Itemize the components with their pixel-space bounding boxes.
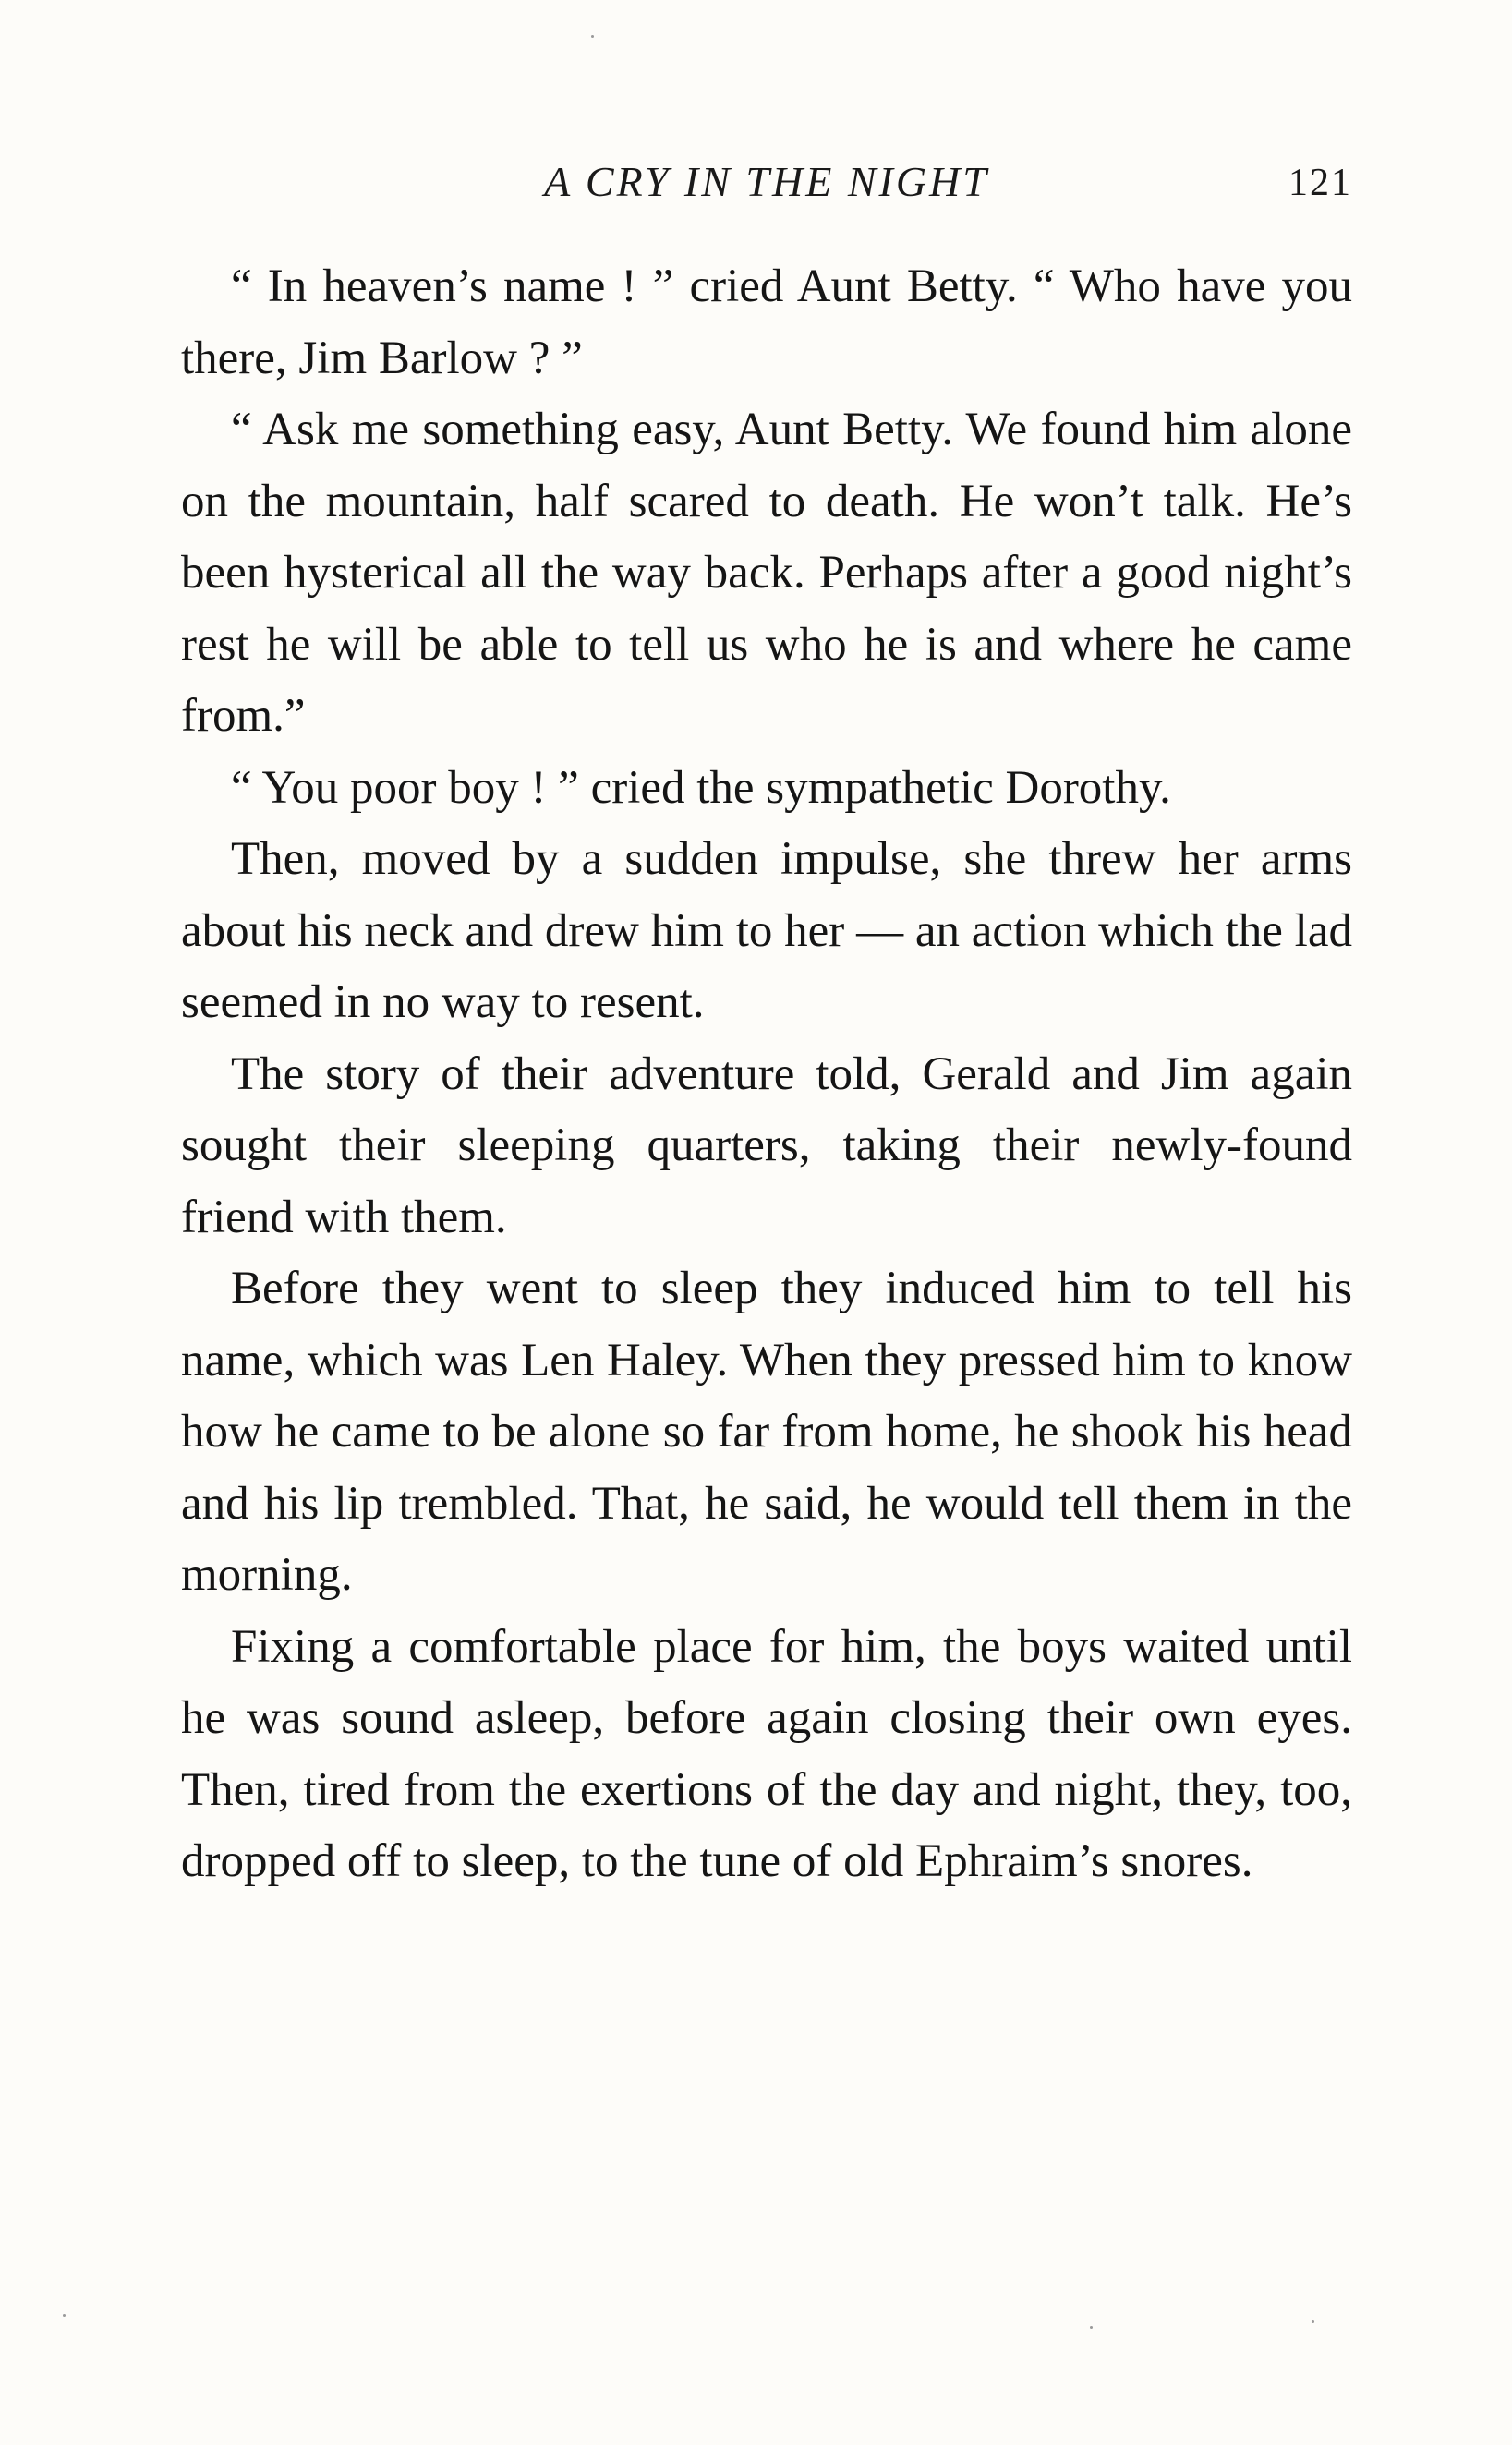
- paragraph-3: “ You poor boy ! ” cried the sympathetic Dorothy.: [231, 761, 1171, 814]
- paragraph-1: “ In heaven’s name ! ” cried Aunt Betty. “ Who have you there, Jim Barlow ? ”: [181, 260, 1352, 384]
- paragraph-7: Fixing a comfortable place for him, the boys waited until he was sound asleep, before again closing their own eyes. Then, tired from the exertions of the day and night, they, too, dropped off to sleep, to the tune of old Ephraim’s snores.: [181, 1620, 1352, 1887]
- paper-speck: [63, 2314, 66, 2317]
- paragraph-2: “ Ask me something easy, Aunt Betty. We found him alone on the mountain, half scared to death. He won’t talk. He’s been hysterical all the way back. Perhaps after a good night’s rest he will be able to tell us who he is and where he came from.”: [181, 404, 1352, 742]
- paper-speck: [591, 35, 594, 38]
- body-text: [181, 251, 1352, 1898]
- paper-speck: [1090, 2326, 1093, 2329]
- paragraph-4: Then, moved by a sudden impulse, she threw her arms about his neck and drew him to her — an action which the lad seemed in no way to resent.: [181, 833, 1352, 1028]
- running-title: A CRY IN THE NIGHT: [544, 158, 989, 205]
- paper-speck: [1312, 2320, 1314, 2323]
- running-head: [181, 157, 1352, 222]
- paragraph-5: The story of their adventure told, Gerald and Jim again sought their sleeping quarters, taking their newly-found friend with them.: [181, 1047, 1352, 1243]
- page-number: 121: [1288, 162, 1352, 204]
- paragraph-6: Before they went to sleep they induced him to tell his name, which was Len Haley. When they pressed him to know how he came to be alone so far from home, he shook his head and his lip trembled. That, he said, he would tell them in the morning.: [181, 1263, 1352, 1601]
